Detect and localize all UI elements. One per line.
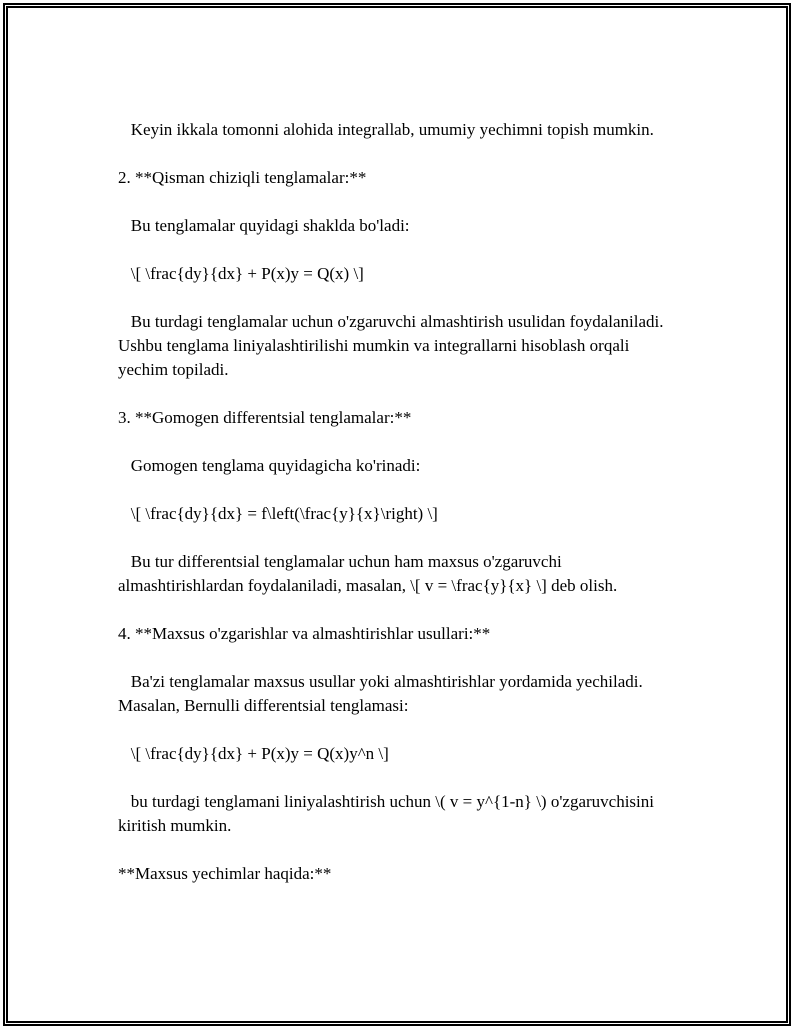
document-body <box>118 118 678 886</box>
paragraph-linear-method: Bu turdagi tenglamalar uchun o'zgaruvchi almashtirish usulidan foydalaniladi. Ushbu tenglama liniyalashtirilishi mumkin va integrallarni hisoblash orqali yechim topiladi. <box>118 312 668 379</box>
formula-linear-equation: \[ \frac{dy}{dx} + P(x)y = Q(x) \] <box>118 264 364 283</box>
paragraph-linear-form-intro: Bu tenglamalar quyidagi shaklda bo'ladi: <box>118 216 410 235</box>
paragraph-homogeneous-intro: Gomogen tenglama quyidagicha ko'rinadi: <box>118 456 421 475</box>
heading-special-substitutions: 4. **Maxsus o'zgarishlar va almashtirishlar usullari:** <box>118 624 491 643</box>
heading-homogeneous-equations: 3. **Gomogen differentsial tenglamalar:** <box>118 408 412 427</box>
paragraph-bernoulli-method: bu turdagi tenglamani liniyalashtirish uchun \( v = y^{1-n} \) o'zgaruvchisini kiritish mumkin. <box>118 792 659 835</box>
paragraph-homogeneous-method: Bu tur differentsial tenglamalar uchun ham maxsus o'zgaruvchi almashtirishlardan foydalaniladi, masalan, \[ v = \frac{y}{x} \] deb olish. <box>118 552 618 595</box>
paragraph-integration-note: Keyin ikkala tomonni alohida integrallab, umumiy yechimni topish mumkin. <box>118 120 654 139</box>
formula-homogeneous-equation: \[ \frac{dy}{dx} = f\left(\frac{y}{x}\right) \] <box>118 504 438 523</box>
formula-bernoulli-equation: \[ \frac{dy}{dx} + P(x)y = Q(x)y^n \] <box>118 744 389 763</box>
heading-special-solutions: **Maxsus yechimlar haqida:** <box>118 864 332 883</box>
paragraph-bernoulli-intro: Ba'zi tenglamalar maxsus usullar yoki almashtirishlar yordamida yechiladi. Masalan, Bernulli differentsial tenglamasi: <box>118 672 647 715</box>
heading-linear-equations: 2. **Qisman chiziqli tenglamalar:** <box>118 168 367 187</box>
